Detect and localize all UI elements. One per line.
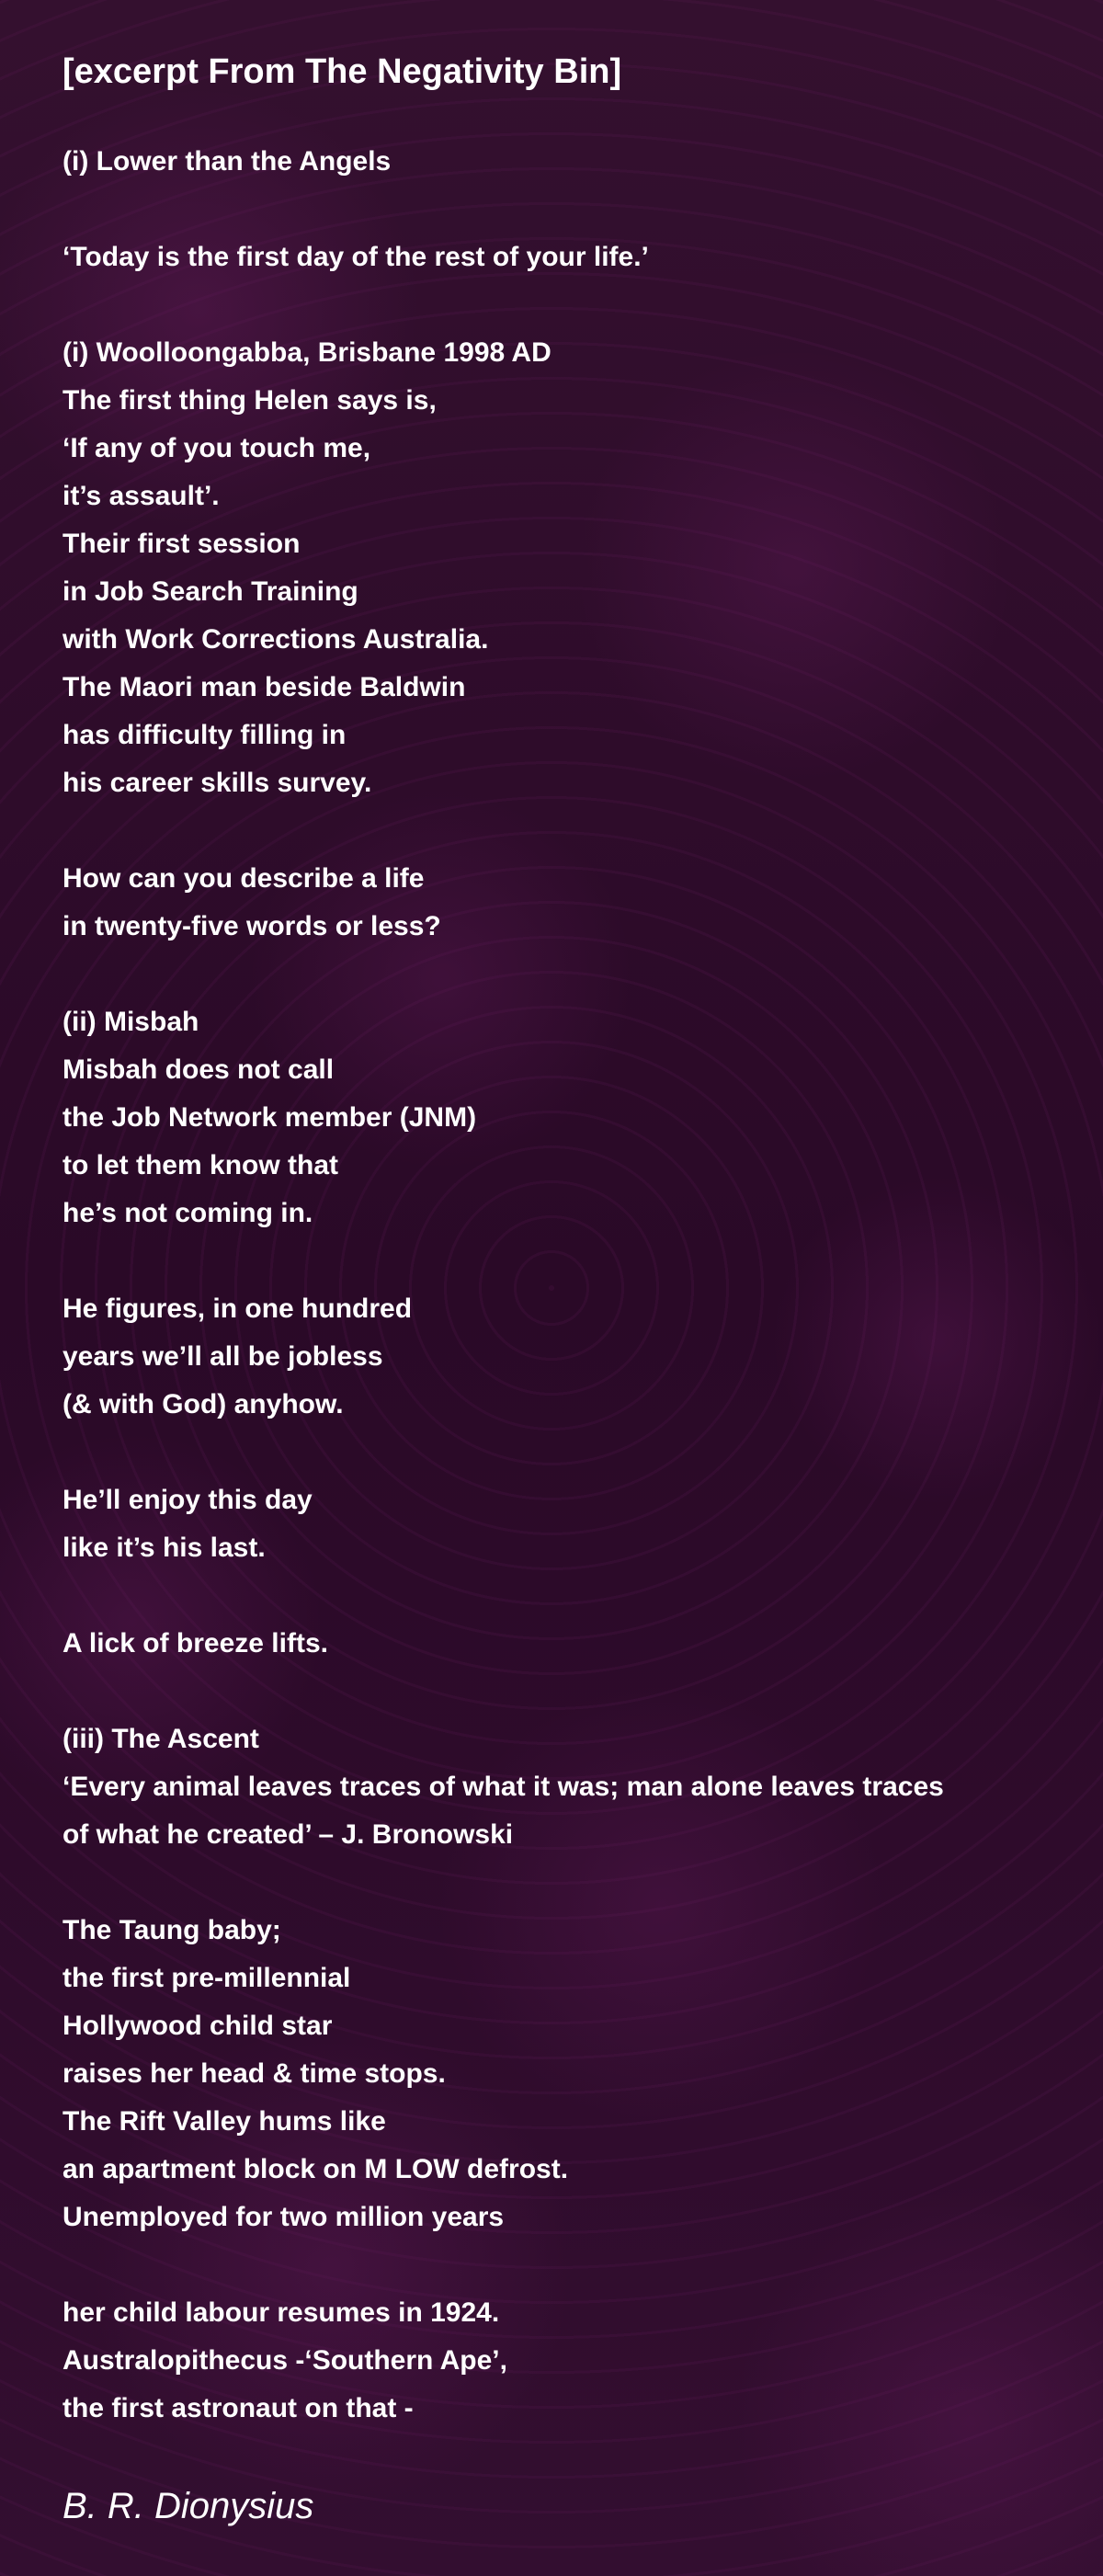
poem-line: A lick of breeze lifts. [63, 1628, 328, 1658]
poem-line: the Job Network member (JNM) [63, 1102, 477, 1133]
stanza-break [63, 1859, 1055, 1907]
poem-line: He figures, in one hundred [63, 1294, 413, 1324]
poem-line: (i) Woolloongabba, Brisbane 1998 AD [63, 337, 552, 368]
poem-line: in Job Search Training [63, 576, 358, 607]
poem-line: (iii) The Ascent [63, 1724, 259, 1754]
stanza-break [63, 951, 1055, 998]
poem-line: like it’s his last. [63, 1533, 266, 1563]
poem-line: to let them know that [63, 1150, 338, 1180]
poem-line: years we’ll all be jobless [63, 1341, 383, 1372]
poem-line: (ii) Misbah [63, 1007, 199, 1037]
stanza-break [63, 1668, 1055, 1715]
poem-line: Hollywood child star [63, 2011, 333, 2041]
poem-line: Unemployed for two million years [63, 2202, 505, 2232]
poem-line: he’s not coming in. [63, 1198, 313, 1228]
poem-line: the first astronaut on that - [63, 2393, 414, 2423]
stanza-break [63, 1572, 1055, 1620]
poem-container [63, 48, 1055, 2433]
poem-line: Australopithecus -‘Southern Ape’, [63, 2345, 507, 2376]
poem-line: He’ll enjoy this day [63, 1485, 313, 1515]
poem-line: The Taung baby; [63, 1915, 281, 1945]
poem-line: has difficulty filling in [63, 720, 347, 750]
poem-author: B. R. Dionysius [63, 2486, 314, 2526]
poem-line: in twenty-five words or less? [63, 911, 441, 941]
poem-line: The first thing Helen says is, [63, 385, 437, 416]
poem-line: How can you describe a life [63, 863, 425, 894]
poem-line: ‘If any of you touch me, [63, 433, 371, 463]
poem-line: Misbah does not call [63, 1054, 335, 1085]
stanza-break [63, 2241, 1055, 2289]
stanza-break [63, 1237, 1055, 1285]
poem-line: her child labour resumes in 1924. [63, 2297, 500, 2328]
poem-line: ‘Every animal leaves traces of what it was; man alone leaves traces [63, 1772, 944, 1802]
poem-line: ‘Today is the first day of the rest of your life.’ [63, 242, 649, 272]
poem-line: (i) Lower than the Angels [63, 146, 392, 177]
stanza-break [63, 186, 1055, 234]
stanza-break [63, 807, 1055, 855]
poem-line: The Rift Valley hums like [63, 2106, 386, 2137]
poem-line: with Work Corrections Australia. [63, 624, 489, 655]
stanza-break [63, 281, 1055, 329]
poem-line: Their first session [63, 529, 301, 559]
poem-title: [excerpt From The Negativity Bin] [63, 52, 622, 91]
poem-line: raises her head & time stops. [63, 2058, 446, 2089]
poem-line: his career skills survey. [63, 768, 372, 798]
poem-body [63, 138, 1055, 2433]
poem-line: it’s assault’. [63, 481, 220, 511]
poem-line: (& with God) anyhow. [63, 1389, 344, 1419]
poem-line: an apartment block on M LOW defrost. [63, 2154, 569, 2184]
poem-line: the first pre-millennial [63, 1963, 351, 1993]
poem-line: The Maori man beside Baldwin [63, 672, 466, 702]
poem-line: of what he created’ – J. Bronowski [63, 1819, 514, 1850]
stanza-break [63, 1429, 1055, 1476]
